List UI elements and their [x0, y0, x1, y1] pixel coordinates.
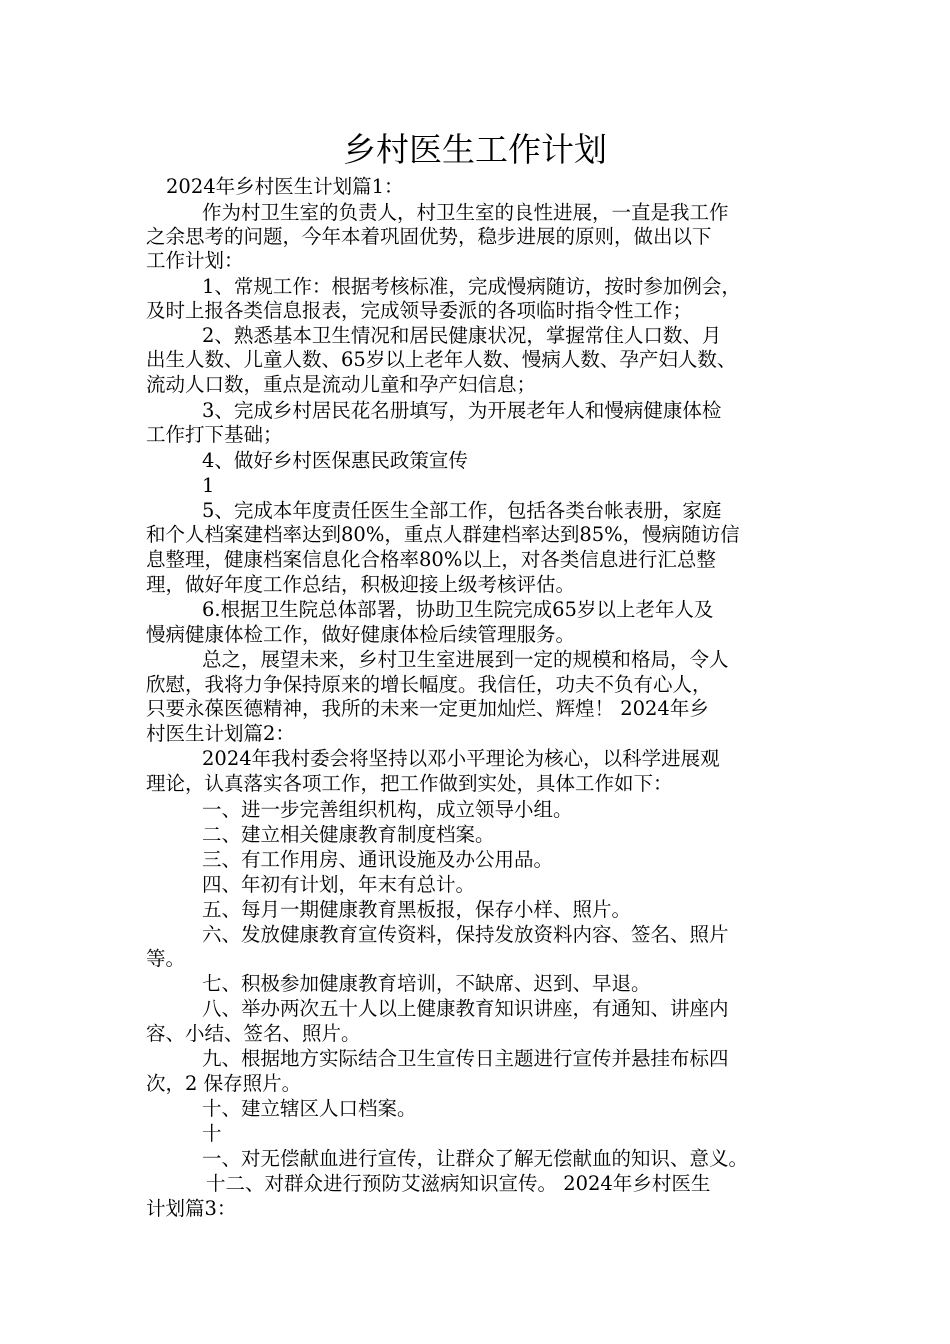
text-line: 4、做好乡村医保惠民政策宣传 — [202, 449, 468, 472]
text-line: 计划篇3： — [146, 1197, 237, 1220]
document-title: 乡村医生工作计划 — [343, 130, 607, 169]
text-line: 2024年我村委会将坚持以邓小平理论为核心，以科学进展观 — [202, 747, 720, 770]
text-line: 息整理，健康档案信息化合格率80%以上，对各类信息进行汇总整 — [146, 548, 716, 571]
text-line: 流动人口数，重点是流动儿童和孕产妇信息； — [146, 373, 537, 396]
text-line: 容、小结、签名、照片。 — [146, 1022, 361, 1045]
text-line: 理论，认真落实各项工作，把工作做到实处，具体工作如下： — [146, 772, 673, 795]
text-line: 等。 — [146, 947, 186, 970]
text-line: 五、每月一期健康教育黑板报，保存小样、照片。 — [202, 898, 632, 921]
text-line: 四、年初有计划，年末有总计。 — [202, 873, 476, 896]
text-line: 3、完成乡村居民花名册填写，为开展老年人和慢病健康体检 — [202, 399, 722, 422]
text-line: 之余思考的问题，今年本着巩固优势，稳步进展的原则，做出以下 — [146, 225, 712, 248]
text-line: 六、发放健康教育宣传资料，保持发放资料内容、签名、照片 — [202, 923, 729, 946]
text-line: 十 — [202, 1122, 222, 1145]
text-line: 八、举办两次五十人以上健康教育知识讲座，有通知、讲座内 — [202, 997, 729, 1020]
text-line: 次，2 保存照片。 — [146, 1072, 302, 1095]
text-line: 5、完成本年度责任医生全部工作，包括各类台帐表册，家庭 — [202, 499, 722, 522]
text-line: 一、进一步完善组织机构，成立领导小组。 — [202, 798, 573, 821]
text-line: 工作打下基础； — [146, 423, 283, 446]
text-line: 二、建立相关健康教育制度档案。 — [202, 823, 495, 846]
text-line: 总之，展望未来，乡村卫生室进展到一定的规模和格局，令人 — [202, 648, 729, 671]
text-line: 6.根据卫生院总体部署，协助卫生院完成65岁以上老年人及 — [202, 598, 714, 621]
text-line: 三、有工作用房、通讯设施及办公用品。 — [202, 848, 554, 871]
text-line: 九、根据地方实际结合卫生宣传日主题进行宣传并悬挂布标四 — [202, 1047, 729, 1070]
text-line: 1 — [202, 474, 215, 497]
text-line: 欣慰，我将力争保持原来的增长幅度。我信任，功夫不负有心人， — [146, 673, 712, 696]
text-line: 2、熟悉基本卫生情况和居民健康状况，掌握常住人口数、月 — [202, 324, 722, 347]
text-line: 和个人档案建档率达到80%，重点人群建档率达到85%，慢病随访信 — [146, 523, 740, 546]
text-line: 1、常规工作：根据考核标准，完成慢病随访，按时参加例会， — [202, 275, 741, 298]
text-line: 理，做好年度工作总结，积极迎接上级考核评估。 — [146, 573, 576, 596]
text-line: 及时上报各类信息报表，完成领导委派的各项临时指令性工作； — [146, 299, 693, 322]
text-line: 只要永葆医德精神，我所的未来一定更加灿烂、辉煌！ 2024年乡 — [146, 697, 709, 720]
text-line: 十二、对群众进行预防艾滋病知识宣传。 2024年乡村医生 — [206, 1172, 711, 1195]
text-line: 作为村卫生室的负责人，村卫生室的良性进展，一直是我工作 — [202, 201, 729, 224]
text-line: 七、积极参加健康教育培训，不缺席、迟到、早退。 — [202, 972, 651, 995]
text-line: 十、建立辖区人口档案。 — [202, 1097, 417, 1120]
text-line: 2024年乡村医生计划篇1： — [166, 175, 404, 198]
text-line: 一、对无偿献血进行宣传，让群众了解无偿献血的知识、意义。 — [202, 1147, 749, 1170]
text-line: 村医生计划篇2： — [146, 722, 295, 745]
text-line: 出生人数、儿童人数、65岁以上老年人数、慢病人数、孕产妇人数、 — [146, 348, 737, 371]
text-line: 慢病健康体检工作，做好健康体检后续管理服务。 — [146, 623, 576, 646]
text-line: 工作计划： — [146, 249, 244, 272]
